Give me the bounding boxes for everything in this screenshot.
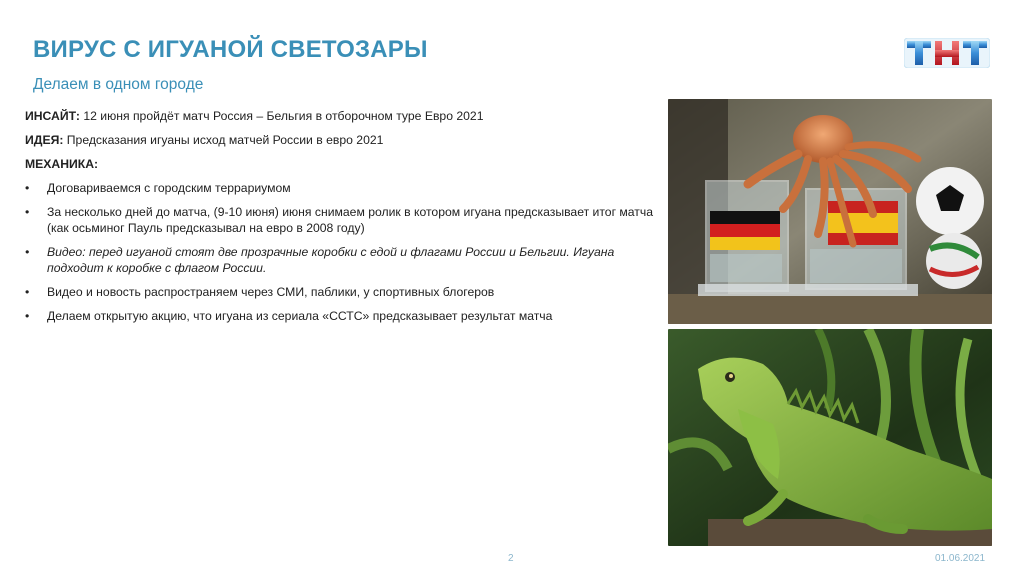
list-item: • Договариваемся с городским террариумом	[25, 180, 655, 196]
idea-line	[25, 132, 655, 148]
slide-subtitle: Делаем в одном городе	[33, 76, 204, 93]
list-item: • Видео: перед игуаной стоят две прозрачные коробки с едой и флагами России и Бельгии. Игуана подходит к коробке с флагом России.	[25, 244, 655, 276]
green-iguana-photo	[668, 329, 992, 546]
mechanics-list	[25, 180, 655, 324]
list-item: • Делаем открытую акцию, что игуана из сериала «ССТС» предсказывает результат матча	[25, 308, 655, 324]
insight-text: 12 июня пройдёт матч Россия – Бельгия в отборочном туре Евро 2021	[79, 109, 484, 123]
octopus-with-flag-boxes-photo	[668, 99, 992, 324]
list-item: • За несколько дней до матча, (9-10 июня) июня снимаем ролик в котором игуана предсказывает итог матча (как осьминог Пауль предсказывал на евро в 2008 году)	[25, 204, 655, 236]
idea-label: ИДЕЯ:	[25, 133, 64, 147]
insight-line	[25, 108, 655, 124]
list-item: • Видео и новость распространяем через СМИ, паблики, у спортивных блогеров	[25, 284, 655, 300]
mechanics-heading	[25, 156, 655, 172]
mechanics-label: МЕХАНИКА:	[25, 157, 99, 171]
slide-title: ВИРУС С ИГУАНОЙ СВЕТОЗАРЫ	[33, 36, 428, 63]
tnt-logo-icon	[904, 38, 990, 68]
insight-label: ИНСАЙТ:	[25, 109, 80, 123]
slide-date: 01.06.2021	[935, 553, 986, 564]
idea-text: Предсказания игуаны исход матчей России в евро 2021	[63, 133, 384, 147]
page-number: 2	[508, 553, 514, 564]
body-text	[25, 108, 655, 332]
